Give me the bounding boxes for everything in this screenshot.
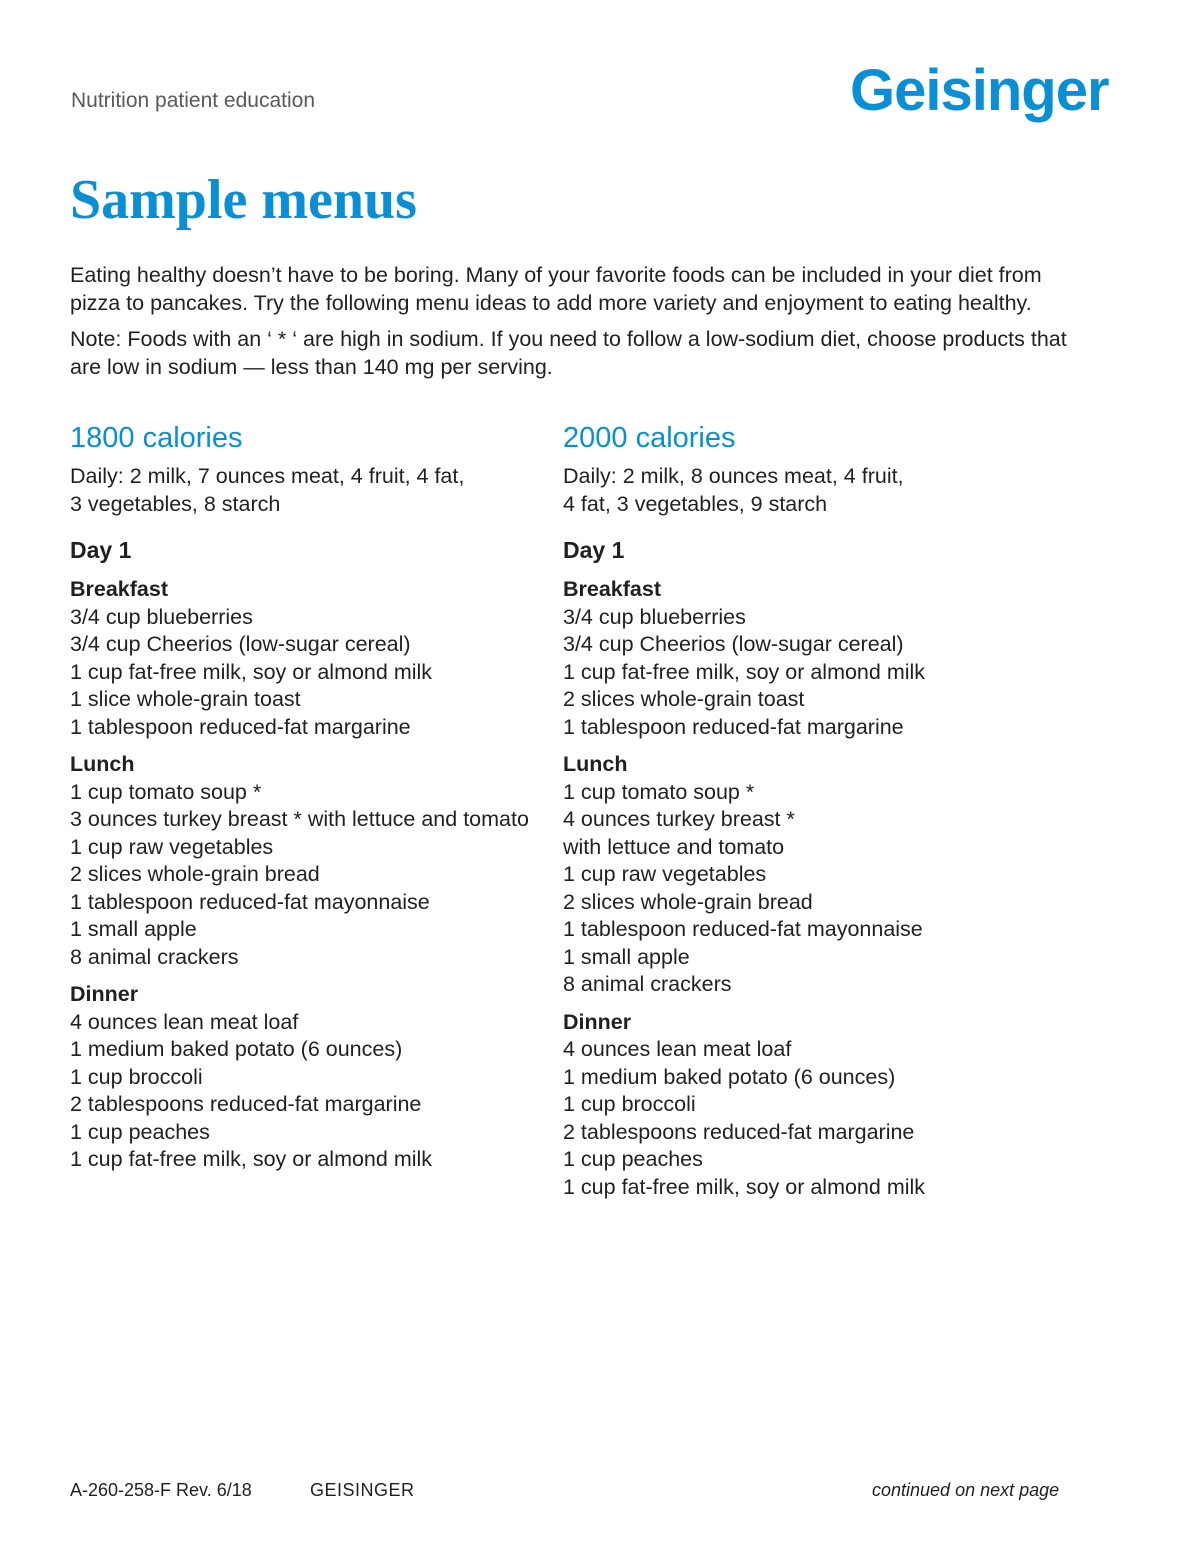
continued-notice: continued on next page [872,1480,1060,1500]
meal-title: Lunch [563,752,628,776]
daily-allowance [563,463,1023,518]
intro-paragraph: Eating healthy doesn’t have to be boring. Many of your favorite foods can be included in your diet from pizza to pancakes. Try the following menu ideas to add more variety and enjoyment to eating healthy. [70,263,1042,315]
list-item: 3 ounces turkey breast * with lettuce and tomato [70,807,529,831]
meal-breakfast [563,576,1023,741]
meal-title: Dinner [563,1009,632,1034]
meal-items [563,1036,1023,1201]
list-item: 1 cup raw vegetables [563,862,767,886]
list-item: 1 cup peaches [70,1119,210,1144]
meal-breakfast [70,576,530,741]
list-item: 3/4 cup blueberries [563,604,746,629]
list-item: 3/4 cup Cheerios (low-sugar cereal) [70,632,411,656]
meal-dinner [563,1009,1023,1202]
list-item: 2 slices whole-grain toast [563,687,805,711]
document-code: A-260-258-F Rev. 6/18 [70,1480,252,1500]
footer-organization: GEISINGER [310,1480,415,1500]
page-title: Sample menus [70,169,417,231]
meal-dinner [70,981,530,1174]
meal-items [563,779,1023,999]
list-item: 2 slices whole-grain bread [70,862,320,886]
intro [70,262,1070,390]
meal-title: Dinner [70,982,139,1006]
daily-line: 3 vegetables, 8 starch [70,491,281,516]
list-item: 1 cup raw vegetables [70,834,274,859]
meal-lunch [70,751,530,971]
meal-title: Breakfast [70,577,168,601]
list-item: 4 ounces turkey breast * [563,807,795,831]
menu-heading: 2000 calories [563,422,736,454]
list-item: 4 ounces lean meat loaf [563,1037,792,1061]
meal-title: Breakfast [563,577,661,601]
list-item: 1 cup peaches [563,1147,703,1171]
list-item: 1 cup fat-free milk, soy or almond milk [70,659,433,684]
geisinger-logo: Geisinger [850,58,1109,123]
list-item: 4 ounces lean meat loaf [70,1009,299,1034]
list-item: 3/4 cup Cheerios (low-sugar cereal) [563,632,904,656]
list-item: 1 cup broccoli [563,1092,696,1116]
list-item: 1 tablespoon reduced-fat margarine [563,714,904,739]
list-item: 8 animal crackers [563,972,732,996]
day-title: Day 1 [70,537,132,563]
daily-allowance [70,463,530,518]
daily-line: 4 fat, 3 vegetables, 9 starch [563,491,828,516]
day-title: Day 1 [563,537,625,563]
meal-items [563,604,1023,742]
list-item: with lettuce and tomato [563,834,785,859]
list-item: 1 cup fat-free milk, soy or almond milk [70,1147,433,1171]
meal-title: Lunch [70,752,135,776]
menu-2000-column [563,419,1023,1201]
list-item: 2 tablespoons reduced-fat margarine [70,1092,422,1116]
meal-items [70,604,530,742]
daily-line: Daily: 2 milk, 8 ounces meat, 4 fruit, [563,464,904,488]
list-item: 1 cup tomato soup * [563,779,755,804]
menu-heading: 1800 calories [70,422,243,454]
list-item: 1 cup fat-free milk, soy or almond milk [563,659,926,684]
list-item: 2 slices whole-grain bread [563,889,813,914]
sodium-note: Note: Foods with an ‘ * ‘ are high in sodium. If you need to follow a low-sodium diet, choose products that are low in sodium — less than 140 mg per serving. [70,327,1067,379]
list-item: 1 tablespoon reduced-fat margarine [70,714,411,739]
list-item: 1 slice whole-grain toast [70,687,301,711]
list-item: 1 small apple [70,917,197,941]
meal-items [70,1009,530,1174]
list-item: 8 animal crackers [70,944,239,969]
list-item: 3/4 cup blueberries [70,604,253,629]
list-item: 2 tablespoons reduced-fat margarine [563,1119,915,1144]
list-item: 1 cup tomato soup * [70,779,262,804]
meal-lunch [563,751,1023,999]
list-item: 1 tablespoon reduced-fat mayonnaise [70,889,430,914]
list-item: 1 small apple [563,944,690,969]
list-item: 1 medium baked potato (6 ounces) [563,1064,896,1089]
header-category: Nutrition patient education [71,89,315,112]
list-item: 1 medium baked potato (6 ounces) [70,1037,403,1061]
daily-line: Daily: 2 milk, 7 ounces meat, 4 fruit, 4 fat, [70,464,465,488]
meal-items [70,779,530,972]
list-item: 1 cup broccoli [70,1064,203,1089]
list-item: 1 tablespoon reduced-fat mayonnaise [563,917,923,941]
menu-1800-column [70,419,530,1174]
list-item: 1 cup fat-free milk, soy or almond milk [563,1174,926,1199]
